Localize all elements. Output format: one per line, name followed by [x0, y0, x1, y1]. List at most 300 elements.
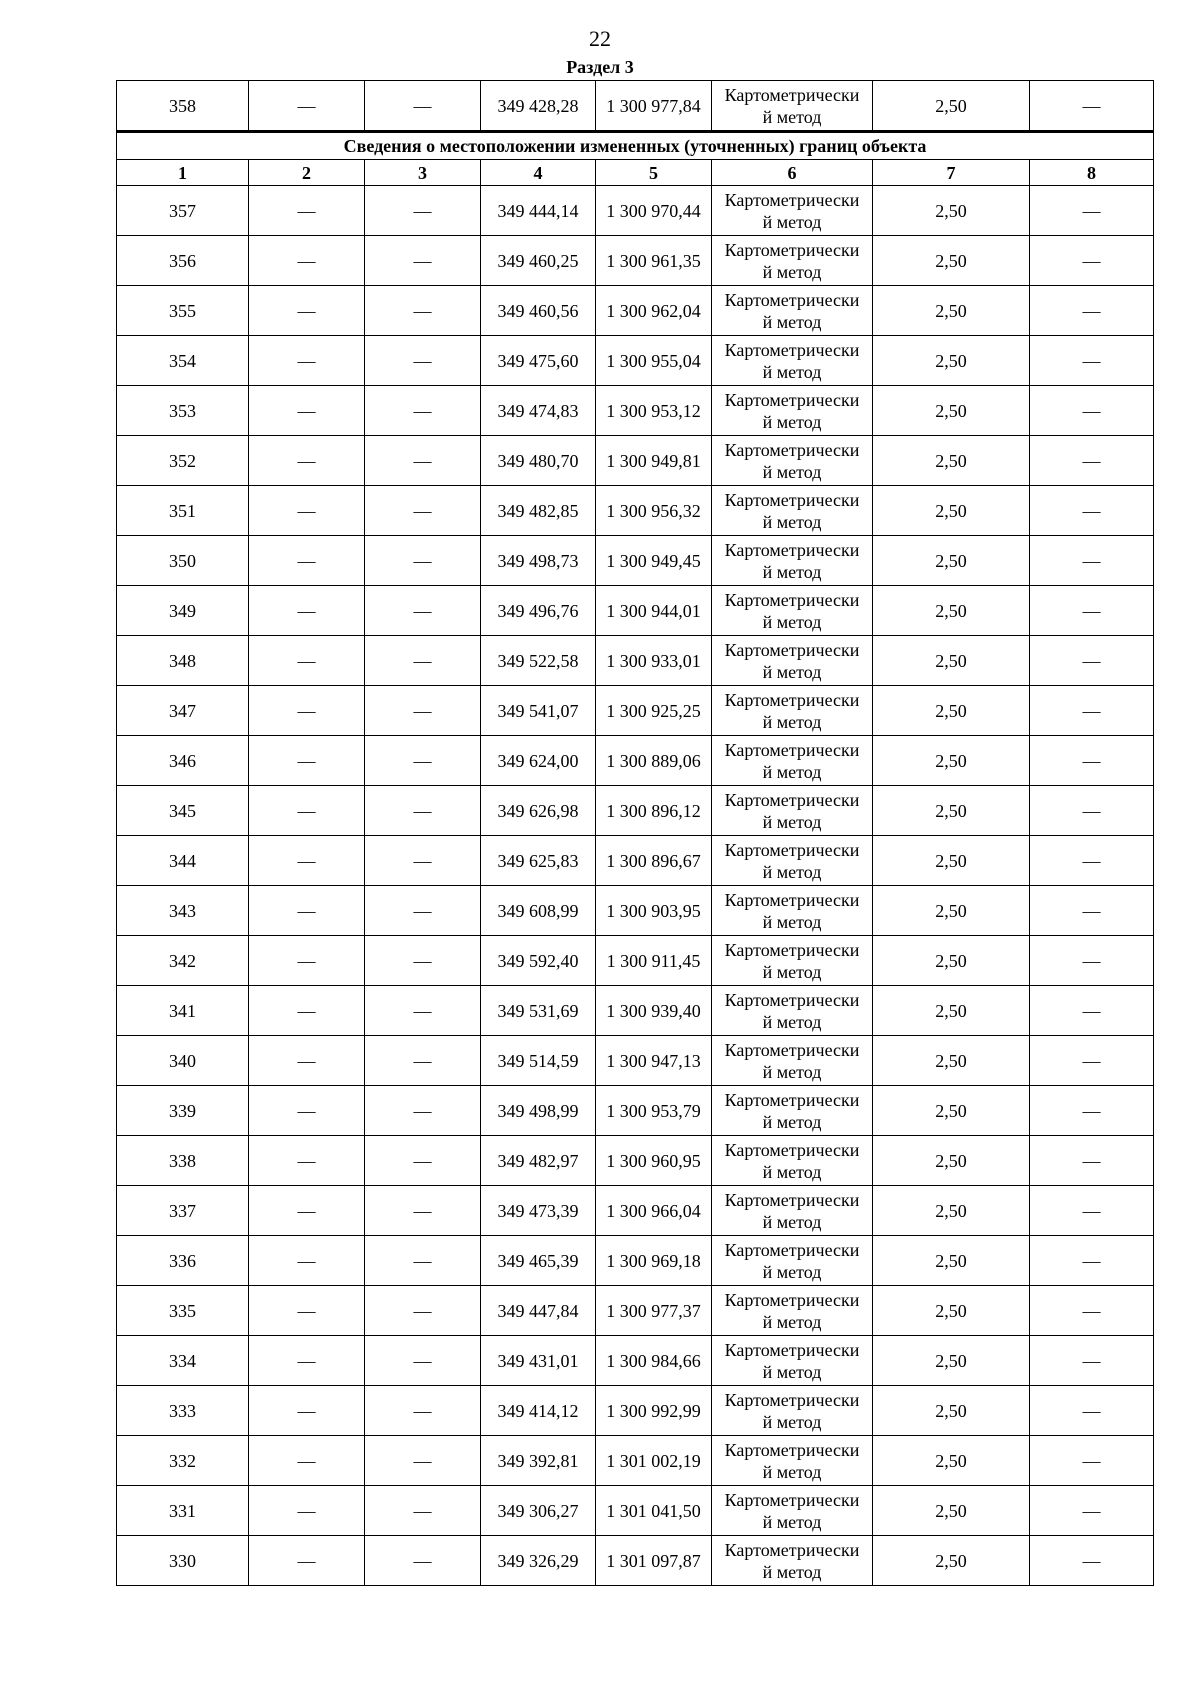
col2-cell: — — [249, 386, 365, 436]
method-cell — [712, 1036, 873, 1086]
col2-cell: — — [249, 686, 365, 736]
point-number-cell: 355 — [117, 286, 249, 336]
col3-cell: — — [365, 236, 481, 286]
y-coordinate-cell: 1 300 925,25 — [596, 686, 712, 736]
y-coordinate-cell: 1 300 960,95 — [596, 1136, 712, 1186]
method-cell — [712, 686, 873, 736]
col3-cell: — — [365, 1436, 481, 1486]
col3-cell: — — [365, 1186, 481, 1236]
method-line-2: й метод — [762, 911, 822, 932]
method-line-2: й метод — [762, 511, 822, 532]
method-cell — [712, 786, 873, 836]
method-line-2: й метод — [762, 1211, 822, 1232]
col2-cell: — — [249, 1286, 365, 1336]
col3-cell: — — [365, 1036, 481, 1086]
table-row — [117, 336, 1154, 386]
col2-cell: — — [249, 186, 365, 236]
accuracy-cell: 2,50 — [873, 1286, 1030, 1336]
table-row — [117, 286, 1154, 336]
column-header: 5 — [596, 160, 712, 186]
col3-cell: — — [365, 1536, 481, 1586]
method-line-1: Картометрически — [724, 939, 860, 960]
point-number-cell: 341 — [117, 986, 249, 1036]
method-line-2: й метод — [762, 1461, 822, 1482]
x-coordinate-cell: 349 482,85 — [481, 486, 596, 536]
col3-cell: — — [365, 586, 481, 636]
boundary-points-table — [116, 80, 1154, 1586]
col3-cell: — — [365, 636, 481, 686]
col8-cell: — — [1030, 1036, 1154, 1086]
point-number-cell: 349 — [117, 586, 249, 636]
point-number-cell: 333 — [117, 1386, 249, 1436]
x-coordinate-cell: 349 541,07 — [481, 686, 596, 736]
x-coordinate-cell: 349 624,00 — [481, 736, 596, 786]
col3-cell: — — [365, 186, 481, 236]
table-row — [117, 1136, 1154, 1186]
method-line-2: й метод — [762, 761, 822, 782]
method-cell — [712, 586, 873, 636]
accuracy-cell: 2,50 — [873, 1186, 1030, 1236]
col8-cell: — — [1030, 636, 1154, 686]
method-line-1: Картометрически — [724, 1239, 860, 1260]
y-coordinate-cell: 1 300 955,04 — [596, 336, 712, 386]
method-line-2: й метод — [762, 106, 822, 127]
method-line-2: й метод — [762, 1261, 822, 1282]
accuracy-cell: 2,50 — [873, 1436, 1030, 1486]
method-cell — [712, 436, 873, 486]
accuracy-cell: 2,50 — [873, 186, 1030, 236]
col3-cell: — — [365, 436, 481, 486]
col2-cell: — — [249, 1486, 365, 1536]
method-line-2: й метод — [762, 1061, 822, 1082]
y-coordinate-cell: 1 300 970,44 — [596, 186, 712, 236]
x-coordinate-cell: 349 498,73 — [481, 536, 596, 586]
col8-cell: — — [1030, 81, 1154, 132]
table-row — [117, 1186, 1154, 1236]
accuracy-cell: 2,50 — [873, 736, 1030, 786]
col8-cell: — — [1030, 886, 1154, 936]
point-number-cell: 339 — [117, 1086, 249, 1136]
col3-cell: — — [365, 1286, 481, 1336]
x-coordinate-cell: 349 414,12 — [481, 1386, 596, 1436]
x-coordinate-cell: 349 460,25 — [481, 236, 596, 286]
column-header: 8 — [1030, 160, 1154, 186]
method-line-1: Картометрически — [724, 989, 860, 1010]
table-row — [117, 1436, 1154, 1486]
method-line-1: Картометрически — [724, 689, 860, 710]
column-header: 7 — [873, 160, 1030, 186]
x-coordinate-cell: 349 447,84 — [481, 1286, 596, 1336]
col8-cell: — — [1030, 1436, 1154, 1486]
col2-cell: — — [249, 886, 365, 936]
top-rows — [117, 81, 1154, 132]
col2-cell: — — [249, 436, 365, 486]
col3-cell: — — [365, 336, 481, 386]
point-number-cell: 340 — [117, 1036, 249, 1086]
col8-cell: — — [1030, 1486, 1154, 1536]
col8-cell: — — [1030, 1386, 1154, 1436]
method-cell — [712, 1186, 873, 1236]
col2-cell: — — [249, 1186, 365, 1236]
col2-cell: — — [249, 336, 365, 386]
x-coordinate-cell: 349 626,98 — [481, 786, 596, 836]
point-number-cell: 356 — [117, 236, 249, 286]
x-coordinate-cell: 349 514,59 — [481, 1036, 596, 1086]
x-coordinate-cell: 349 531,69 — [481, 986, 596, 1036]
method-line-1: Картометрически — [724, 639, 860, 660]
point-number-cell: 332 — [117, 1436, 249, 1486]
point-number-cell: 348 — [117, 636, 249, 686]
accuracy-cell: 2,50 — [873, 1236, 1030, 1286]
y-coordinate-cell: 1 301 097,87 — [596, 1536, 712, 1586]
col8-cell: — — [1030, 336, 1154, 386]
point-number-cell: 336 — [117, 1236, 249, 1286]
method-line-1: Картометрически — [724, 189, 860, 210]
col8-cell: — — [1030, 286, 1154, 336]
table-row — [117, 1086, 1154, 1136]
x-coordinate-cell: 349 475,60 — [481, 336, 596, 386]
method-line-1: Картометрически — [724, 239, 860, 260]
point-number-cell: 331 — [117, 1486, 249, 1536]
x-coordinate-cell: 349 522,58 — [481, 636, 596, 686]
col2-cell: — — [249, 586, 365, 636]
col8-cell: — — [1030, 936, 1154, 986]
y-coordinate-cell: 1 300 896,67 — [596, 836, 712, 886]
table-row — [117, 186, 1154, 236]
col2-cell: — — [249, 286, 365, 336]
accuracy-cell: 2,50 — [873, 1486, 1030, 1536]
method-cell — [712, 1336, 873, 1386]
col2-cell: — — [249, 1136, 365, 1186]
accuracy-cell: 2,50 — [873, 286, 1030, 336]
accuracy-cell: 2,50 — [873, 336, 1030, 386]
table-body — [117, 186, 1154, 1586]
point-number-cell: 347 — [117, 686, 249, 736]
accuracy-cell: 2,50 — [873, 1136, 1030, 1186]
point-number-cell: 335 — [117, 1286, 249, 1336]
y-coordinate-cell: 1 300 953,12 — [596, 386, 712, 436]
method-cell — [712, 81, 873, 132]
y-coordinate-cell: 1 300 956,32 — [596, 486, 712, 536]
x-coordinate-cell: 349 392,81 — [481, 1436, 596, 1486]
col8-cell: — — [1030, 1086, 1154, 1136]
x-coordinate-cell: 349 465,39 — [481, 1236, 596, 1286]
method-line-1: Картометрически — [724, 589, 860, 610]
table-row — [117, 486, 1154, 536]
col8-cell: — — [1030, 1286, 1154, 1336]
table-banner: Сведения о местоположении измененных (уточненных) границ объекта — [117, 132, 1154, 160]
method-cell — [712, 1136, 873, 1186]
col3-cell: — — [365, 836, 481, 886]
col3-cell: — — [365, 1486, 481, 1536]
method-line-2: й метод — [762, 711, 822, 732]
method-line-1: Картометрически — [724, 739, 860, 760]
method-line-1: Картометрически — [724, 1389, 860, 1410]
point-number-cell: 345 — [117, 786, 249, 836]
column-header: 3 — [365, 160, 481, 186]
table-row — [117, 436, 1154, 486]
method-line-2: й метод — [762, 961, 822, 982]
col3-cell: — — [365, 736, 481, 786]
col8-cell: — — [1030, 436, 1154, 486]
method-line-1: Картометрически — [724, 339, 860, 360]
table-row — [117, 1336, 1154, 1386]
method-line-2: й метод — [762, 1161, 822, 1182]
col8-cell: — — [1030, 736, 1154, 786]
table-row — [117, 586, 1154, 636]
method-line-1: Картометрически — [724, 489, 860, 510]
accuracy-cell: 2,50 — [873, 936, 1030, 986]
method-cell — [712, 1536, 873, 1586]
y-coordinate-cell: 1 301 041,50 — [596, 1486, 712, 1536]
point-number-cell: 352 — [117, 436, 249, 486]
table-row — [117, 1536, 1154, 1586]
method-line-2: й метод — [762, 1111, 822, 1132]
col3-cell: — — [365, 1086, 481, 1136]
accuracy-cell: 2,50 — [873, 1386, 1030, 1436]
table-row — [117, 1486, 1154, 1536]
y-coordinate-cell: 1 300 896,12 — [596, 786, 712, 836]
method-line-1: Картометрически — [724, 1089, 860, 1110]
col2-cell: — — [249, 786, 365, 836]
table-row — [117, 736, 1154, 786]
point-number-cell: 330 — [117, 1536, 249, 1586]
x-coordinate-cell: 349 608,99 — [481, 886, 596, 936]
point-number-cell: 354 — [117, 336, 249, 386]
column-header: 6 — [712, 160, 873, 186]
accuracy-cell: 2,50 — [873, 1036, 1030, 1086]
method-line-2: й метод — [762, 211, 822, 232]
method-line-1: Картометрически — [724, 439, 860, 460]
method-cell — [712, 386, 873, 436]
method-line-2: й метод — [762, 411, 822, 432]
y-coordinate-cell: 1 300 933,01 — [596, 636, 712, 686]
method-line-1: Картометрически — [724, 889, 860, 910]
method-cell — [712, 186, 873, 236]
col2-cell: — — [249, 1236, 365, 1286]
table-row — [117, 986, 1154, 1036]
col2-cell: — — [249, 81, 365, 132]
accuracy-cell: 2,50 — [873, 536, 1030, 586]
point-number-cell: 353 — [117, 386, 249, 436]
page-number: 22 — [589, 26, 611, 51]
table-row — [117, 81, 1154, 132]
col3-cell: — — [365, 936, 481, 986]
table-row — [117, 936, 1154, 986]
col8-cell: — — [1030, 1336, 1154, 1386]
accuracy-cell: 2,50 — [873, 1336, 1030, 1386]
method-cell — [712, 486, 873, 536]
method-line-2: й метод — [762, 811, 822, 832]
x-coordinate-cell: 349 480,70 — [481, 436, 596, 486]
col3-cell: — — [365, 886, 481, 936]
method-cell — [712, 1436, 873, 1486]
point-number-cell: 343 — [117, 886, 249, 936]
x-coordinate-cell: 349 496,76 — [481, 586, 596, 636]
col8-cell: — — [1030, 986, 1154, 1036]
method-line-1: Картометрически — [724, 1539, 860, 1560]
col3-cell: — — [365, 1136, 481, 1186]
col2-cell: — — [249, 936, 365, 986]
x-coordinate-cell: 349 428,28 — [481, 81, 596, 132]
col3-cell: — — [365, 986, 481, 1036]
table-row — [117, 636, 1154, 686]
col2-cell: — — [249, 1536, 365, 1586]
y-coordinate-cell: 1 300 949,81 — [596, 436, 712, 486]
table-row — [117, 686, 1154, 736]
y-coordinate-cell: 1 300 992,99 — [596, 1386, 712, 1436]
method-line-2: й метод — [762, 311, 822, 332]
method-line-2: й метод — [762, 261, 822, 282]
method-line-2: й метод — [762, 1511, 822, 1532]
method-line-1: Картометрически — [724, 1439, 860, 1460]
section-title: Раздел 3 — [566, 57, 634, 77]
col2-cell: — — [249, 736, 365, 786]
table-row — [117, 886, 1154, 936]
accuracy-cell: 2,50 — [873, 1086, 1030, 1136]
method-cell — [712, 1486, 873, 1536]
point-number-cell: 344 — [117, 836, 249, 886]
column-header: 2 — [249, 160, 365, 186]
x-coordinate-cell: 349 431,01 — [481, 1336, 596, 1386]
y-coordinate-cell: 1 300 947,13 — [596, 1036, 712, 1086]
table-row — [117, 386, 1154, 436]
col8-cell: — — [1030, 836, 1154, 886]
banner-row — [117, 132, 1154, 160]
col8-cell: — — [1030, 686, 1154, 736]
col8-cell: — — [1030, 586, 1154, 636]
accuracy-cell: 2,50 — [873, 386, 1030, 436]
accuracy-cell: 2,50 — [873, 586, 1030, 636]
method-cell — [712, 1286, 873, 1336]
method-line-2: й метод — [762, 1011, 822, 1032]
method-cell — [712, 286, 873, 336]
method-line-2: й метод — [762, 361, 822, 382]
col3-cell: — — [365, 386, 481, 436]
method-line-1: Картометрически — [724, 1039, 860, 1060]
col3-cell: — — [365, 1386, 481, 1436]
y-coordinate-cell: 1 300 939,40 — [596, 986, 712, 1036]
accuracy-cell: 2,50 — [873, 886, 1030, 936]
point-number-cell: 342 — [117, 936, 249, 986]
y-coordinate-cell: 1 300 977,37 — [596, 1286, 712, 1336]
y-coordinate-cell: 1 301 002,19 — [596, 1436, 712, 1486]
point-number-cell: 338 — [117, 1136, 249, 1186]
col3-cell: — — [365, 1336, 481, 1386]
x-coordinate-cell: 349 625,83 — [481, 836, 596, 886]
method-line-2: й метод — [762, 461, 822, 482]
method-line-1: Картометрически — [724, 289, 860, 310]
method-line-2: й метод — [762, 1311, 822, 1332]
x-coordinate-cell: 349 444,14 — [481, 186, 596, 236]
table-row — [117, 1036, 1154, 1086]
y-coordinate-cell: 1 300 889,06 — [596, 736, 712, 786]
col8-cell: — — [1030, 236, 1154, 286]
point-number-cell: 358 — [117, 81, 249, 132]
method-cell — [712, 986, 873, 1036]
table-row — [117, 836, 1154, 886]
col2-cell: — — [249, 536, 365, 586]
col8-cell: — — [1030, 1186, 1154, 1236]
method-line-1: Картометрически — [724, 1189, 860, 1210]
col3-cell: — — [365, 536, 481, 586]
y-coordinate-cell: 1 300 984,66 — [596, 1336, 712, 1386]
col2-cell: — — [249, 236, 365, 286]
column-header: 1 — [117, 160, 249, 186]
method-cell — [712, 886, 873, 936]
method-cell — [712, 336, 873, 386]
method-cell — [712, 936, 873, 986]
method-line-2: й метод — [762, 1361, 822, 1382]
accuracy-cell: 2,50 — [873, 486, 1030, 536]
method-line-2: й метод — [762, 1561, 822, 1582]
col2-cell: — — [249, 986, 365, 1036]
method-cell — [712, 736, 873, 786]
col3-cell: — — [365, 1236, 481, 1286]
col2-cell: — — [249, 636, 365, 686]
table-row — [117, 1386, 1154, 1436]
col2-cell: — — [249, 1036, 365, 1086]
method-cell — [712, 536, 873, 586]
col2-cell: — — [249, 1436, 365, 1486]
col8-cell: — — [1030, 1136, 1154, 1186]
method-line-1: Картометрически — [724, 389, 860, 410]
col2-cell: — — [249, 1386, 365, 1436]
method-line-1: Картометрически — [724, 839, 860, 860]
method-line-1: Картометрически — [724, 1489, 860, 1510]
accuracy-cell: 2,50 — [873, 836, 1030, 886]
table-row — [117, 1286, 1154, 1336]
column-header: 4 — [481, 160, 596, 186]
method-line-2: й метод — [762, 861, 822, 882]
method-line-1: Картометрически — [724, 1139, 860, 1160]
accuracy-cell: 2,50 — [873, 636, 1030, 686]
col3-cell: — — [365, 81, 481, 132]
y-coordinate-cell: 1 300 949,45 — [596, 536, 712, 586]
x-coordinate-cell: 349 474,83 — [481, 386, 596, 436]
x-coordinate-cell: 349 498,99 — [481, 1086, 596, 1136]
accuracy-cell: 2,50 — [873, 436, 1030, 486]
x-coordinate-cell: 349 460,56 — [481, 286, 596, 336]
point-number-cell: 346 — [117, 736, 249, 786]
accuracy-cell: 2,50 — [873, 986, 1030, 1036]
y-coordinate-cell: 1 300 911,45 — [596, 936, 712, 986]
table-row — [117, 236, 1154, 286]
col8-cell: — — [1030, 786, 1154, 836]
method-line-1: Картометрически — [724, 1339, 860, 1360]
table-row — [117, 786, 1154, 836]
accuracy-cell: 2,50 — [873, 1536, 1030, 1586]
col8-cell: — — [1030, 186, 1154, 236]
accuracy-cell: 2,50 — [873, 81, 1030, 132]
y-coordinate-cell: 1 300 953,79 — [596, 1086, 712, 1136]
x-coordinate-cell: 349 306,27 — [481, 1486, 596, 1536]
col3-cell: — — [365, 286, 481, 336]
col8-cell: — — [1030, 1536, 1154, 1586]
method-line-2: й метод — [762, 661, 822, 682]
point-number-cell: 337 — [117, 1186, 249, 1236]
point-number-cell: 350 — [117, 536, 249, 586]
y-coordinate-cell: 1 300 966,04 — [596, 1186, 712, 1236]
method-cell — [712, 1236, 873, 1286]
col8-cell: — — [1030, 386, 1154, 436]
method-cell — [712, 1086, 873, 1136]
method-line-1: Картометрически — [724, 1289, 860, 1310]
accuracy-cell: 2,50 — [873, 236, 1030, 286]
col2-cell: — — [249, 486, 365, 536]
y-coordinate-cell: 1 300 962,04 — [596, 286, 712, 336]
accuracy-cell: 2,50 — [873, 686, 1030, 736]
